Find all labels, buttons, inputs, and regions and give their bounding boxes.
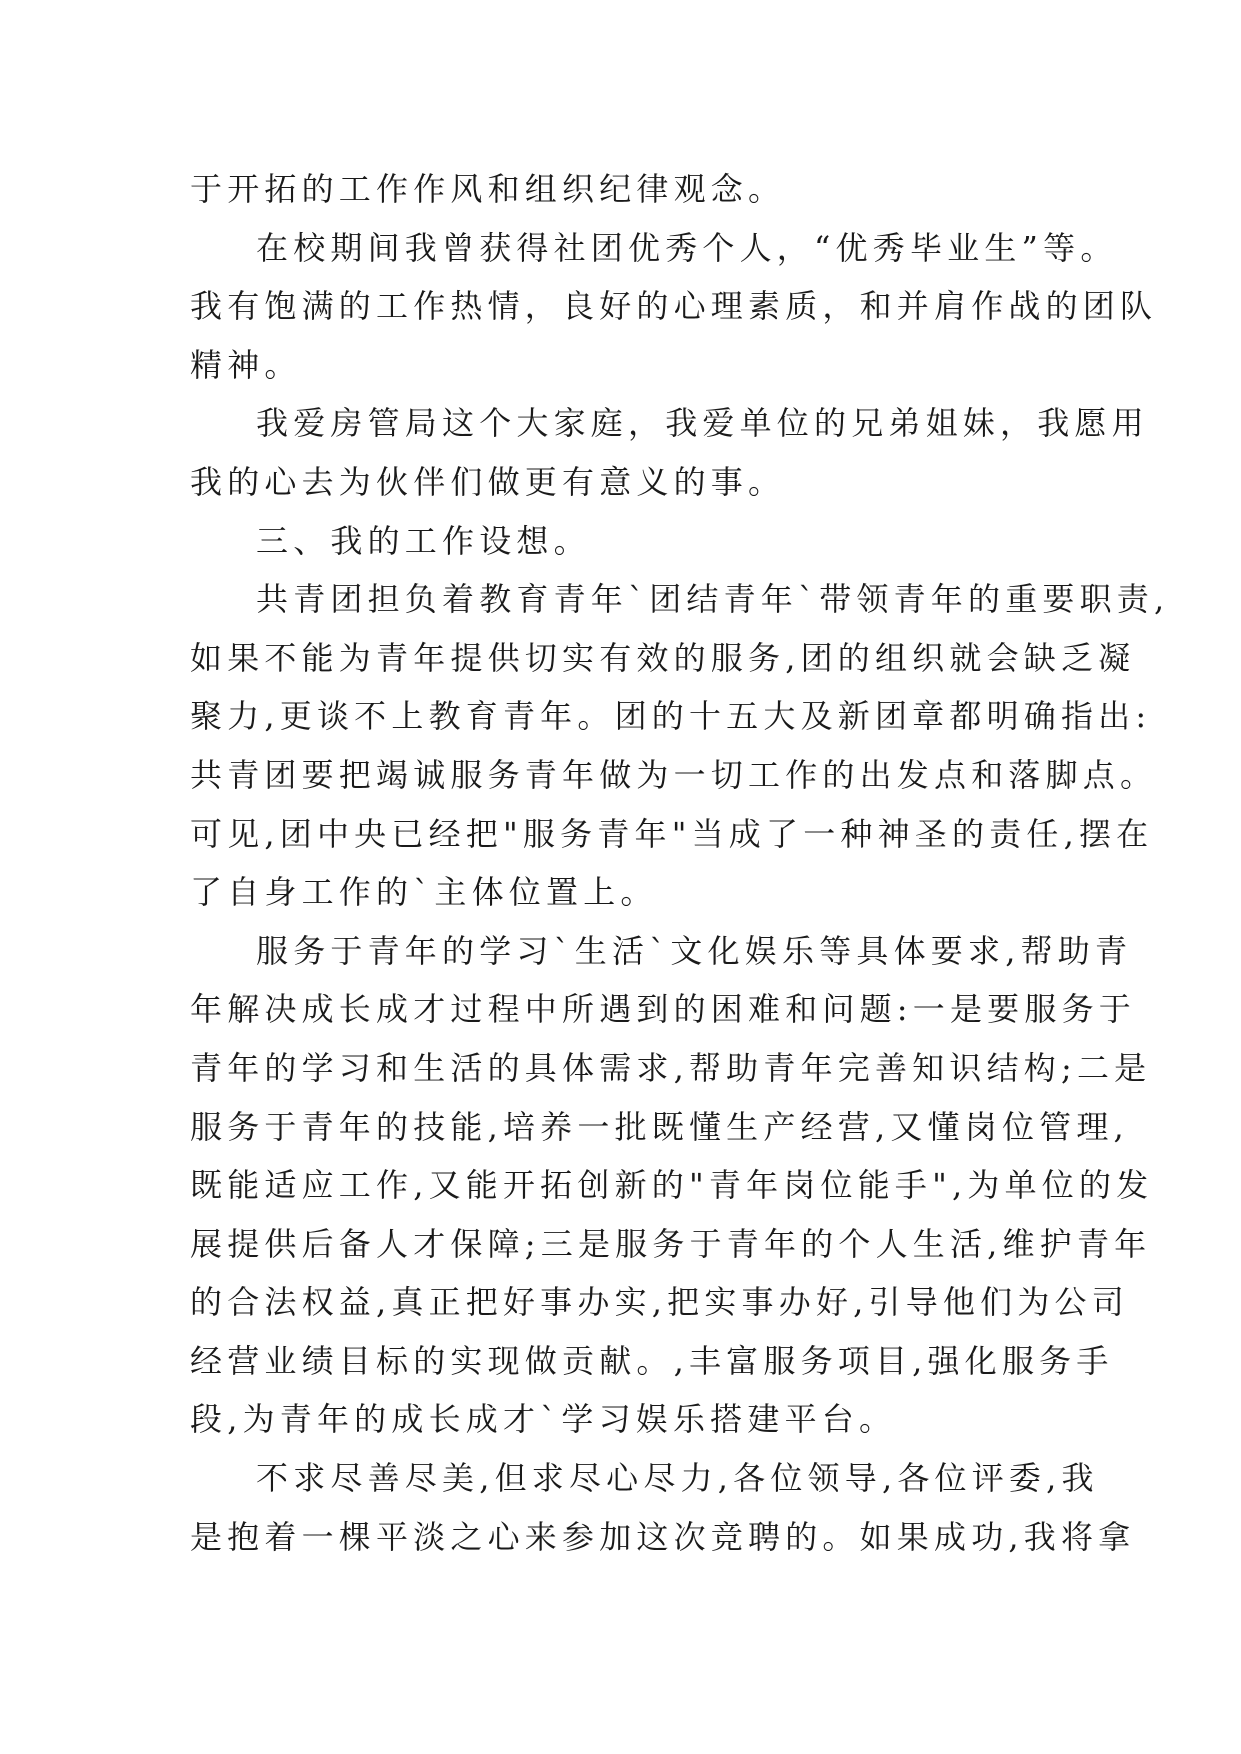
text-line: 青年的学习和生活的具体需求,帮助青年完善知识结构;二是 xyxy=(190,1048,1152,1087)
text-line: 聚力,更谈不上教育青年。团的十五大及新团章都明确指出: xyxy=(190,697,1152,736)
text-line: 精神。 xyxy=(190,345,302,384)
text-line: 不求尽善尽美,但求尽心尽力,各位领导,各位评委,我 xyxy=(256,1459,1099,1498)
text-line: 我有饱满的工作热情，良好的心理素质，和并肩作战的团队 xyxy=(190,287,1158,326)
text-line: 我的心去为伙伴们做更有意义的事。 xyxy=(190,462,786,501)
text-line: 于开拓的工作作风和组织纪律观念。 xyxy=(190,170,786,208)
text-line: 服务于青年的技能,培养一批既懂生产经营,又懂岗位管理, xyxy=(190,1107,1129,1146)
body-text xyxy=(190,160,1170,1566)
text-line: 在校期间我曾获得社团优秀个人，“优秀毕业生”等。 xyxy=(256,228,1118,267)
text-line: 可见,团中央已经把"服务青年"当成了一种神圣的责任,摆在 xyxy=(190,814,1154,853)
text-line: 共青团要把竭诚服务青年做为一切工作的出发点和落脚点。 xyxy=(190,755,1158,794)
text-line: 段,为青年的成长成才`学习娱乐搭建平台。 xyxy=(190,1400,897,1439)
text-line: 服务于青年的学习`生活`文化娱乐等具体要求,帮助青 xyxy=(256,931,1133,970)
text-line: 共青团担负着教育青年`团结青年`带领青年的重要职责, xyxy=(256,580,1170,619)
text-line: 既能适应工作,又能开拓创新的"青年岗位能手",为单位的发 xyxy=(190,1166,1154,1205)
text-line: 经营业绩目标的实现做贡献。,丰富服务项目,强化服务手 xyxy=(190,1341,1114,1380)
section-heading: 三、我的工作设想。 xyxy=(256,521,591,560)
text-line: 是抱着一棵平淡之心来参加这次竞聘的。如果成功,我将拿 xyxy=(190,1517,1136,1556)
text-line: 我爱房管局这个大家庭，我爱单位的兄弟姐妹，我愿用 xyxy=(256,404,1149,443)
text-line: 的合法权益,真正把好事办实,把实事办好,引导他们为公司 xyxy=(190,1283,1129,1322)
text-line: 展提供后备人才保障;三是服务于青年的个人生活,维护青年 xyxy=(190,1224,1152,1263)
text-line: 年解决成长成才过程中所遇到的困难和问题:一是要服务于 xyxy=(190,990,1136,1029)
text-line: 了自身工作的`主体位置上。 xyxy=(190,873,658,912)
text-line: 如果不能为青年提供切实有效的服务,团的组织就会缺乏凝 xyxy=(190,638,1136,677)
